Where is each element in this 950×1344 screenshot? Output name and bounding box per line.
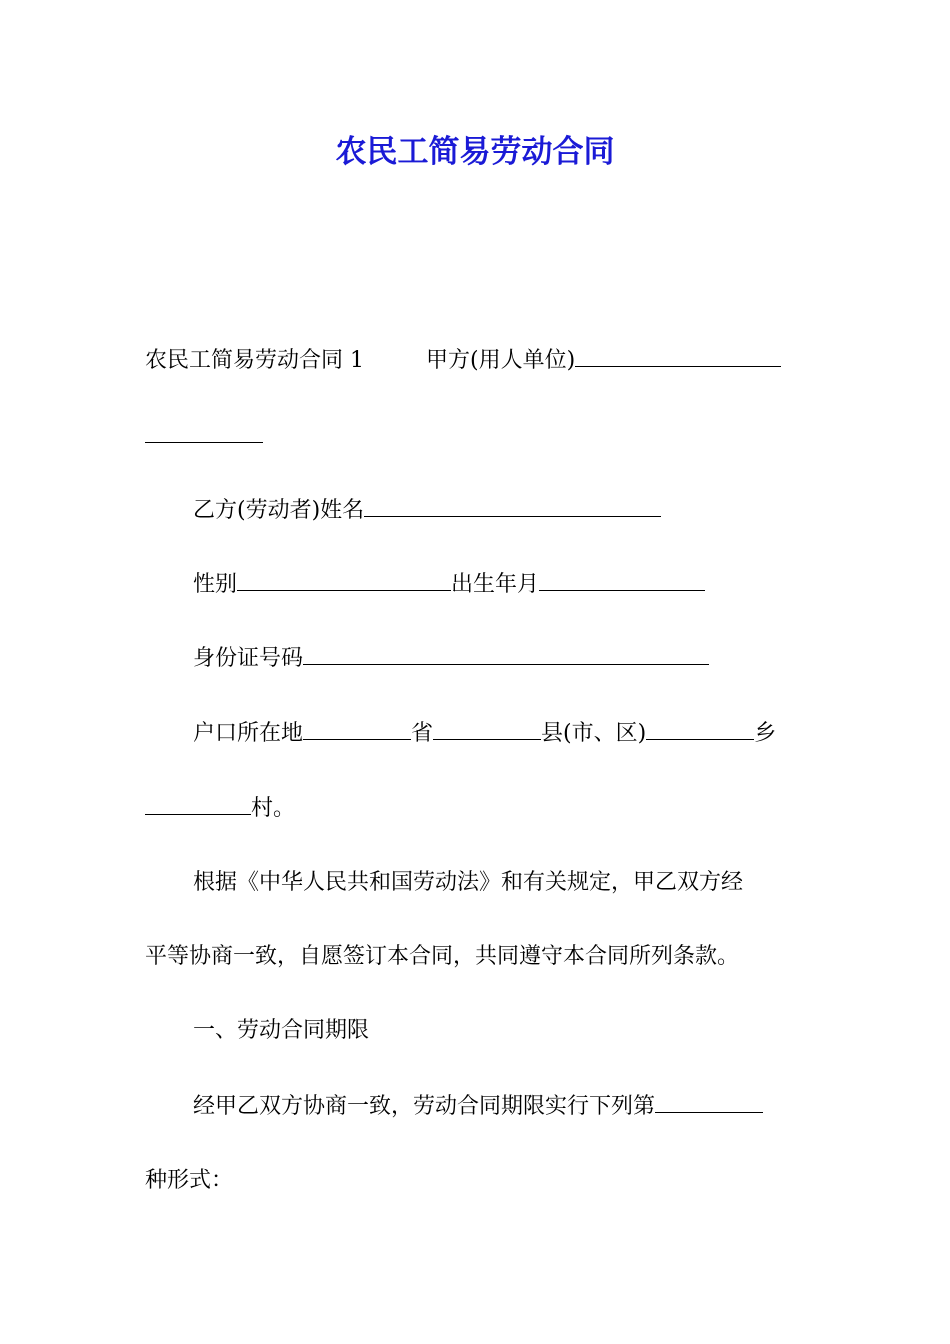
gender-blank[interactable] xyxy=(237,568,451,591)
county-label: 县(市、区) xyxy=(541,721,647,746)
township-label: 乡 xyxy=(754,721,777,746)
household-label: 户口所在地 xyxy=(193,721,304,746)
birth-blank[interactable] xyxy=(539,568,705,591)
party-a-blank[interactable] xyxy=(575,344,781,367)
birth-label: 出生年月 xyxy=(451,572,540,597)
party-b-name-label: 乙方(劳动者)姓名 xyxy=(193,498,365,523)
line-party-a-continued xyxy=(145,420,807,453)
village-blank[interactable] xyxy=(145,792,251,815)
line-household xyxy=(145,717,807,750)
line-id-number xyxy=(145,642,807,675)
paragraph-preamble-2: 平等协商一致，自愿签订本合同，共同遵守本合同所列条款。 xyxy=(145,944,740,969)
line-village xyxy=(145,792,807,825)
document-title: 农民工简易劳动合同 xyxy=(335,134,615,170)
contract-number-label: 农民工简易劳动合同 1 xyxy=(145,348,364,373)
line-party-b-name xyxy=(145,494,807,527)
line-term-form xyxy=(145,1090,807,1123)
county-blank[interactable] xyxy=(433,717,541,740)
id-number-blank[interactable] xyxy=(303,642,709,665)
term-form-blank[interactable] xyxy=(655,1090,763,1113)
party-b-name-blank[interactable] xyxy=(364,494,661,517)
township-blank[interactable] xyxy=(646,717,754,740)
party-a-label: 甲方(用人单位) xyxy=(426,348,576,373)
term-form-label: 经甲乙双方协商一致，劳动合同期限实行下列第 xyxy=(193,1094,656,1119)
id-number-label: 身份证号码 xyxy=(193,646,304,671)
line-party-a xyxy=(145,344,807,377)
line-term-form-end: 种形式： xyxy=(145,1168,234,1193)
line-gender-birth xyxy=(145,568,807,601)
village-label: 村。 xyxy=(251,796,296,821)
gender-label: 性别 xyxy=(193,572,238,597)
province-label: 省 xyxy=(411,721,434,746)
paragraph-preamble-1: 根据《中华人民共和国劳动法》和有关规定，甲乙双方经 xyxy=(193,870,744,895)
section-heading-term: 一、劳动合同期限 xyxy=(193,1018,370,1043)
province-blank[interactable] xyxy=(303,717,411,740)
party-a-blank-continued[interactable] xyxy=(145,420,263,443)
